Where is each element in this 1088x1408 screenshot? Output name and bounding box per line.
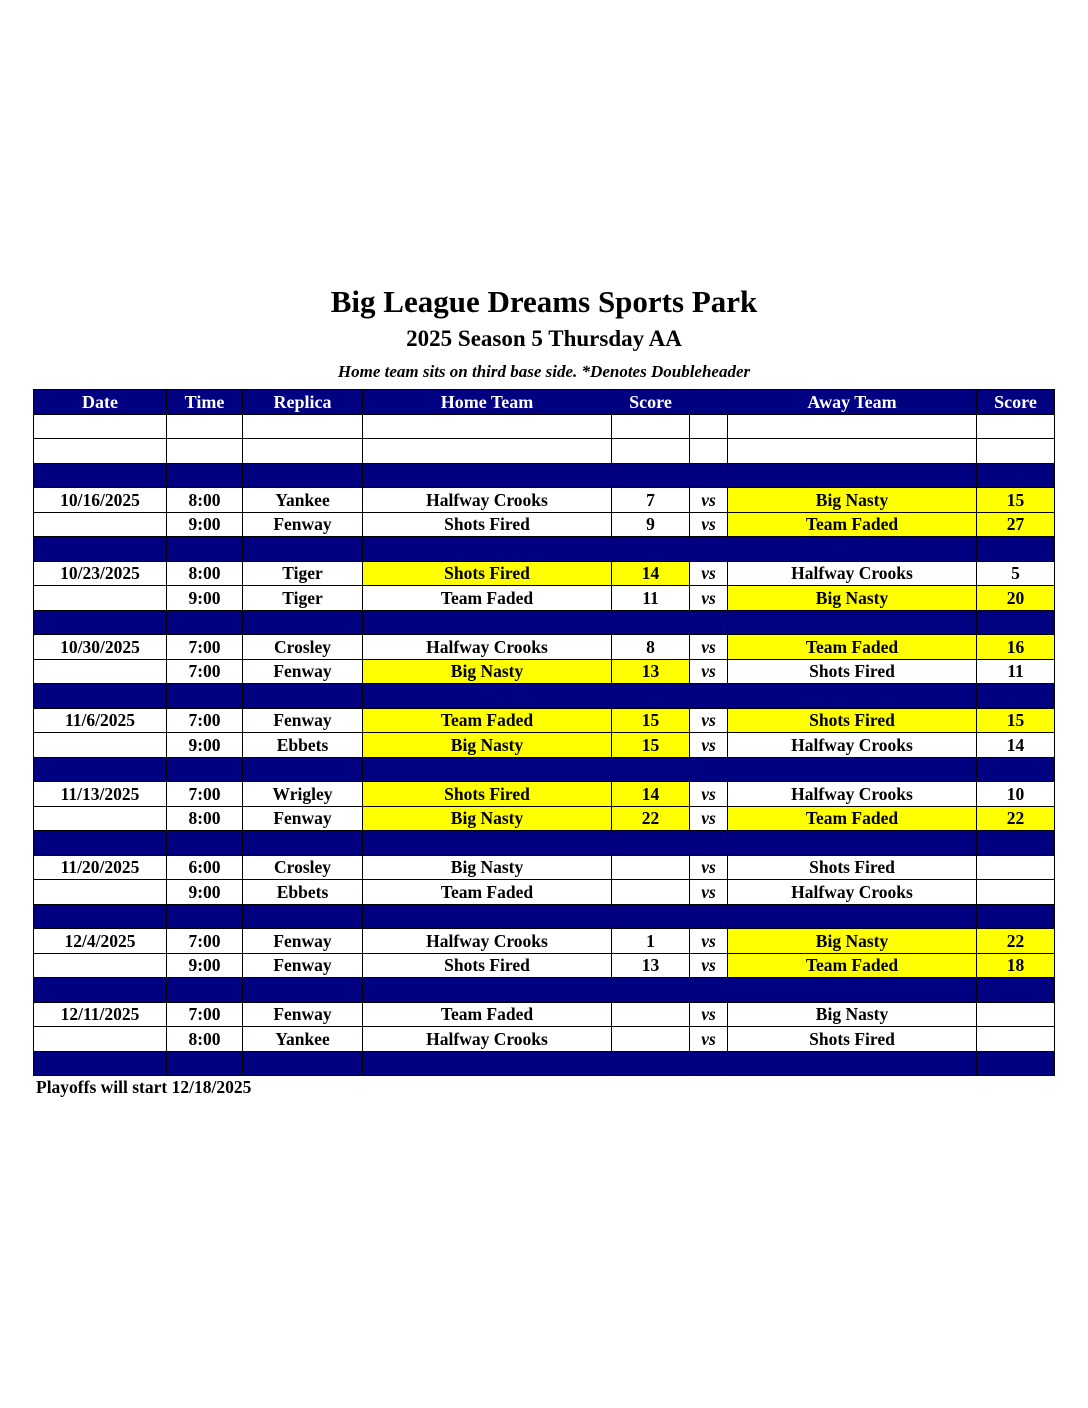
cell-date <box>34 904 167 929</box>
cell-date <box>34 978 167 1003</box>
cell-vs: vs <box>690 855 728 880</box>
cell-date: 10/23/2025 <box>34 561 167 586</box>
cell-away-team: Team Faded <box>728 806 977 831</box>
cell-time: 9:00 <box>167 953 243 978</box>
cell-home-score: 9 <box>612 512 690 537</box>
cell-away-team: Team Faded <box>728 953 977 978</box>
cell-home-score <box>612 439 690 464</box>
cell-home-team: Big Nasty <box>363 806 612 831</box>
cell-replica: Yankee <box>243 488 363 513</box>
page-title: Big League Dreams Sports Park <box>330 284 758 319</box>
cell-replica <box>243 757 363 782</box>
blank-row <box>34 439 1055 464</box>
cell-away-team: Big Nasty <box>728 929 977 954</box>
cell-time <box>167 439 243 464</box>
cell-date <box>34 733 167 758</box>
cell-date <box>34 684 167 709</box>
cell-home-score <box>612 537 690 562</box>
cell-away-team: Big Nasty <box>728 1002 977 1027</box>
cell-date: 12/11/2025 <box>34 1002 167 1027</box>
cell-home-team <box>363 757 612 782</box>
cell-away-team <box>728 537 977 562</box>
cell-time: 8:00 <box>167 806 243 831</box>
cell-vs <box>690 831 728 856</box>
cell-home-score: 11 <box>612 586 690 611</box>
separator-row <box>34 831 1055 856</box>
header-date: Date <box>34 390 167 415</box>
cell-away-team <box>728 904 977 929</box>
cell-home-score: 13 <box>612 953 690 978</box>
game-row <box>34 1027 1055 1052</box>
cell-replica: Fenway <box>243 806 363 831</box>
cell-home-score <box>612 1002 690 1027</box>
cell-replica: Ebbets <box>243 733 363 758</box>
cell-away-team: Team Faded <box>728 512 977 537</box>
cell-away-team <box>728 1051 977 1076</box>
cell-home-team: Team Faded <box>363 1002 612 1027</box>
cell-time: 7:00 <box>167 1002 243 1027</box>
game-row <box>34 586 1055 611</box>
cell-home-team <box>363 1051 612 1076</box>
cell-time <box>167 904 243 929</box>
cell-replica <box>243 537 363 562</box>
cell-home-score <box>612 904 690 929</box>
cell-date <box>34 831 167 856</box>
cell-away-score <box>977 855 1055 880</box>
cell-home-team <box>363 463 612 488</box>
cell-replica: Crosley <box>243 635 363 660</box>
schedule-table <box>33 389 1055 1076</box>
cell-home-team: Big Nasty <box>363 659 612 684</box>
cell-replica: Tiger <box>243 586 363 611</box>
cell-date <box>34 439 167 464</box>
game-row <box>34 1002 1055 1027</box>
cell-vs: vs <box>690 806 728 831</box>
separator-row <box>34 684 1055 709</box>
cell-date <box>34 806 167 831</box>
cell-time: 7:00 <box>167 635 243 660</box>
cell-time: 7:00 <box>167 929 243 954</box>
cell-time: 8:00 <box>167 1027 243 1052</box>
cell-home-team: Halfway Crooks <box>363 1027 612 1052</box>
cell-home-team: Halfway Crooks <box>363 635 612 660</box>
cell-date <box>34 537 167 562</box>
cell-date <box>34 610 167 635</box>
cell-home-team: Team Faded <box>363 880 612 905</box>
header-vs <box>690 390 728 415</box>
cell-home-score <box>612 1027 690 1052</box>
cell-vs <box>690 610 728 635</box>
cell-home-team: Shots Fired <box>363 512 612 537</box>
cell-home-score: 1 <box>612 929 690 954</box>
cell-vs <box>690 439 728 464</box>
cell-replica <box>243 904 363 929</box>
cell-time <box>167 757 243 782</box>
cell-replica: Ebbets <box>243 880 363 905</box>
cell-away-score <box>977 831 1055 856</box>
cell-away-team: Shots Fired <box>728 855 977 880</box>
cell-away-team <box>728 439 977 464</box>
cell-date <box>34 880 167 905</box>
cell-home-score <box>612 684 690 709</box>
cell-home-score: 14 <box>612 561 690 586</box>
separator-row <box>34 1051 1055 1076</box>
cell-away-score: 15 <box>977 708 1055 733</box>
cell-replica <box>243 414 363 439</box>
header-home-score: Score <box>612 390 690 415</box>
cell-date: 10/30/2025 <box>34 635 167 660</box>
cell-home-team: Big Nasty <box>363 733 612 758</box>
cell-vs <box>690 684 728 709</box>
cell-time: 7:00 <box>167 659 243 684</box>
cell-away-team: Shots Fired <box>728 659 977 684</box>
separator-row <box>34 537 1055 562</box>
cell-away-score <box>977 1002 1055 1027</box>
cell-replica: Tiger <box>243 561 363 586</box>
cell-vs: vs <box>690 782 728 807</box>
doubleheader-note: Home team sits on third base side. *Denotes Doubleheader <box>337 362 751 381</box>
cell-vs <box>690 414 728 439</box>
cell-home-team: Shots Fired <box>363 561 612 586</box>
cell-vs <box>690 537 728 562</box>
playoffs-note: Playoffs will start 12/18/2025 <box>36 1077 252 1097</box>
cell-away-score <box>977 537 1055 562</box>
game-row <box>34 880 1055 905</box>
cell-home-score <box>612 831 690 856</box>
cell-home-team <box>363 439 612 464</box>
cell-home-score <box>612 880 690 905</box>
cell-away-score <box>977 463 1055 488</box>
cell-date <box>34 659 167 684</box>
header-away-team: Away Team <box>728 390 977 415</box>
cell-date <box>34 463 167 488</box>
cell-vs: vs <box>690 586 728 611</box>
cell-vs: vs <box>690 880 728 905</box>
cell-away-score: 22 <box>977 806 1055 831</box>
cell-home-team: Halfway Crooks <box>363 488 612 513</box>
cell-home-score <box>612 1051 690 1076</box>
cell-away-team: Big Nasty <box>728 488 977 513</box>
cell-vs: vs <box>690 561 728 586</box>
cell-replica <box>243 439 363 464</box>
cell-home-score: 13 <box>612 659 690 684</box>
cell-away-score <box>977 414 1055 439</box>
cell-away-score: 27 <box>977 512 1055 537</box>
cell-replica <box>243 1051 363 1076</box>
game-row <box>34 855 1055 880</box>
cell-replica: Fenway <box>243 512 363 537</box>
cell-vs <box>690 1051 728 1076</box>
cell-away-score: 20 <box>977 586 1055 611</box>
game-row <box>34 488 1055 513</box>
cell-home-team <box>363 904 612 929</box>
cell-home-team: Halfway Crooks <box>363 929 612 954</box>
cell-vs <box>690 757 728 782</box>
cell-home-team: Team Faded <box>363 708 612 733</box>
cell-home-team <box>363 610 612 635</box>
cell-home-score <box>612 414 690 439</box>
cell-date: 12/4/2025 <box>34 929 167 954</box>
cell-date: 11/6/2025 <box>34 708 167 733</box>
cell-home-score <box>612 978 690 1003</box>
cell-vs: vs <box>690 635 728 660</box>
cell-away-team <box>728 610 977 635</box>
cell-home-score <box>612 855 690 880</box>
cell-vs: vs <box>690 733 728 758</box>
cell-time <box>167 831 243 856</box>
cell-away-score <box>977 610 1055 635</box>
cell-away-score: 14 <box>977 733 1055 758</box>
cell-replica: Fenway <box>243 929 363 954</box>
game-row <box>34 512 1055 537</box>
cell-replica: Fenway <box>243 953 363 978</box>
cell-replica: Fenway <box>243 659 363 684</box>
cell-home-score: 14 <box>612 782 690 807</box>
cell-home-team: Shots Fired <box>363 953 612 978</box>
cell-time: 9:00 <box>167 586 243 611</box>
game-row <box>34 782 1055 807</box>
schedule-body <box>34 390 1055 1076</box>
cell-replica: Wrigley <box>243 782 363 807</box>
cell-away-team <box>728 978 977 1003</box>
cell-date <box>34 512 167 537</box>
cell-away-score: 11 <box>977 659 1055 684</box>
cell-away-team <box>728 463 977 488</box>
cell-time: 9:00 <box>167 880 243 905</box>
cell-date <box>34 953 167 978</box>
cell-replica <box>243 610 363 635</box>
cell-replica: Crosley <box>243 855 363 880</box>
cell-date: 10/16/2025 <box>34 488 167 513</box>
header-row <box>34 390 1055 415</box>
cell-home-team <box>363 537 612 562</box>
cell-date: 11/20/2025 <box>34 855 167 880</box>
cell-home-score: 22 <box>612 806 690 831</box>
cell-away-score <box>977 439 1055 464</box>
cell-away-score <box>977 684 1055 709</box>
cell-time <box>167 1051 243 1076</box>
season-subtitle: 2025 Season 5 Thursday AA <box>406 326 682 351</box>
cell-home-score: 8 <box>612 635 690 660</box>
cell-vs: vs <box>690 1027 728 1052</box>
cell-away-team <box>728 757 977 782</box>
cell-away-team: Halfway Crooks <box>728 880 977 905</box>
cell-time: 6:00 <box>167 855 243 880</box>
cell-away-team: Team Faded <box>728 635 977 660</box>
cell-date <box>34 414 167 439</box>
cell-vs: vs <box>690 512 728 537</box>
cell-time <box>167 978 243 1003</box>
cell-vs: vs <box>690 929 728 954</box>
game-row <box>34 561 1055 586</box>
cell-replica <box>243 463 363 488</box>
cell-away-score <box>977 904 1055 929</box>
cell-replica <box>243 978 363 1003</box>
cell-away-team <box>728 684 977 709</box>
separator-row <box>34 978 1055 1003</box>
game-row <box>34 953 1055 978</box>
cell-date <box>34 757 167 782</box>
cell-away-score <box>977 978 1055 1003</box>
header-away-score: Score <box>977 390 1055 415</box>
cell-home-team: Shots Fired <box>363 782 612 807</box>
cell-date <box>34 1051 167 1076</box>
cell-time: 7:00 <box>167 782 243 807</box>
cell-away-score: 15 <box>977 488 1055 513</box>
cell-away-team: Halfway Crooks <box>728 561 977 586</box>
cell-vs: vs <box>690 659 728 684</box>
cell-vs: vs <box>690 953 728 978</box>
cell-replica: Yankee <box>243 1027 363 1052</box>
cell-time <box>167 537 243 562</box>
cell-replica: Fenway <box>243 1002 363 1027</box>
cell-away-team: Big Nasty <box>728 586 977 611</box>
cell-date: 11/13/2025 <box>34 782 167 807</box>
cell-time: 9:00 <box>167 512 243 537</box>
cell-time <box>167 414 243 439</box>
cell-time: 8:00 <box>167 488 243 513</box>
cell-time: 9:00 <box>167 733 243 758</box>
cell-time: 8:00 <box>167 561 243 586</box>
cell-home-score: 15 <box>612 708 690 733</box>
cell-home-team <box>363 414 612 439</box>
cell-away-score <box>977 880 1055 905</box>
cell-away-score: 16 <box>977 635 1055 660</box>
cell-away-score: 22 <box>977 929 1055 954</box>
cell-away-score <box>977 1027 1055 1052</box>
cell-away-team: Halfway Crooks <box>728 733 977 758</box>
cell-away-score: 10 <box>977 782 1055 807</box>
cell-date <box>34 586 167 611</box>
cell-home-score <box>612 757 690 782</box>
cell-vs <box>690 978 728 1003</box>
cell-away-score: 5 <box>977 561 1055 586</box>
cell-vs: vs <box>690 1002 728 1027</box>
cell-home-team: Big Nasty <box>363 855 612 880</box>
cell-home-team <box>363 684 612 709</box>
cell-vs <box>690 463 728 488</box>
game-row <box>34 733 1055 758</box>
cell-replica: Fenway <box>243 708 363 733</box>
cell-home-team <box>363 831 612 856</box>
game-row <box>34 929 1055 954</box>
cell-replica <box>243 684 363 709</box>
game-row <box>34 659 1055 684</box>
cell-time <box>167 610 243 635</box>
header-replica: Replica <box>243 390 363 415</box>
cell-away-score <box>977 1051 1055 1076</box>
cell-home-score <box>612 463 690 488</box>
cell-home-team: Team Faded <box>363 586 612 611</box>
cell-home-score: 7 <box>612 488 690 513</box>
cell-away-team <box>728 414 977 439</box>
game-row <box>34 635 1055 660</box>
cell-vs: vs <box>690 488 728 513</box>
cell-away-team: Shots Fired <box>728 1027 977 1052</box>
cell-vs <box>690 904 728 929</box>
cell-replica <box>243 831 363 856</box>
cell-home-team <box>363 978 612 1003</box>
separator-row <box>34 463 1055 488</box>
cell-away-team <box>728 831 977 856</box>
separator-row <box>34 757 1055 782</box>
header-home-team: Home Team <box>363 390 612 415</box>
cell-away-team: Halfway Crooks <box>728 782 977 807</box>
game-row <box>34 708 1055 733</box>
cell-time <box>167 463 243 488</box>
blank-row <box>34 414 1055 439</box>
cell-away-team: Shots Fired <box>728 708 977 733</box>
cell-time: 7:00 <box>167 708 243 733</box>
game-row <box>34 806 1055 831</box>
header-time: Time <box>167 390 243 415</box>
separator-row <box>34 610 1055 635</box>
cell-date <box>34 1027 167 1052</box>
cell-home-score <box>612 610 690 635</box>
cell-away-score <box>977 757 1055 782</box>
separator-row <box>34 904 1055 929</box>
cell-time <box>167 684 243 709</box>
cell-away-score: 18 <box>977 953 1055 978</box>
cell-vs: vs <box>690 708 728 733</box>
cell-home-score: 15 <box>612 733 690 758</box>
